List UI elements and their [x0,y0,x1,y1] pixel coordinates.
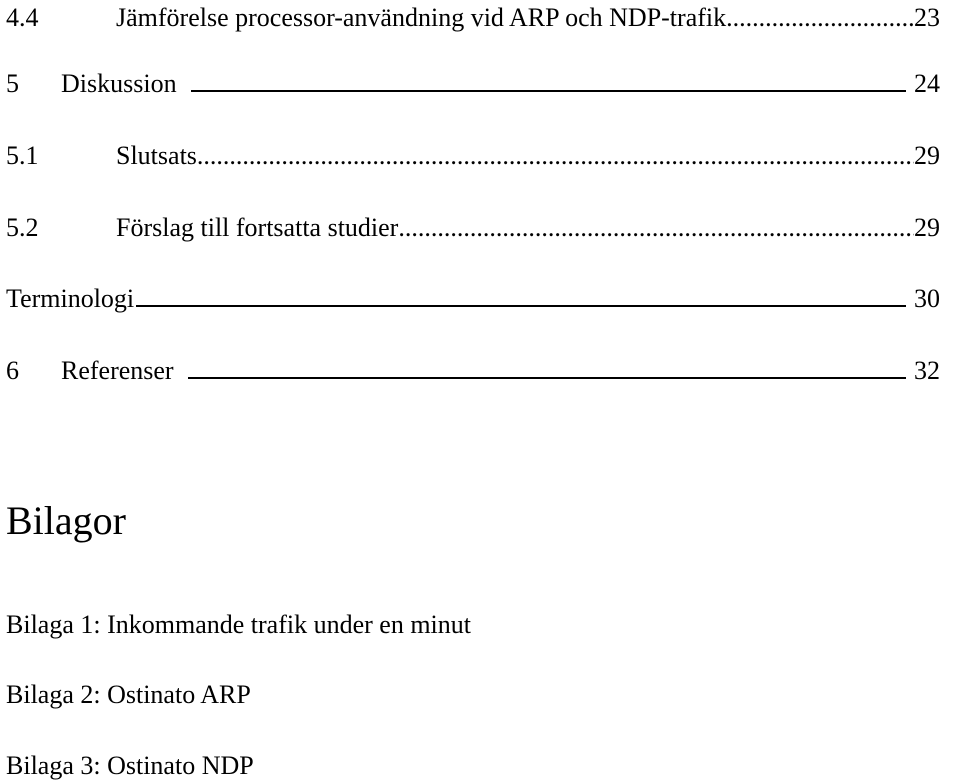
toc-page-number: 32 [914,356,940,385]
appendix-item-2[interactable]: Bilaga 2: Ostinato ARP [6,680,251,709]
toc-title: Diskussion [61,69,177,98]
toc-number: 5 [6,69,19,98]
toc-number: 5.1 [6,141,39,170]
toc-number: 5.2 [6,213,39,242]
toc-entry-6[interactable] [6,353,940,389]
toc-number: 6 [6,356,19,385]
toc-leader-dots [726,0,914,36]
toc-title: Slutsats [116,141,197,170]
toc-page-number: 23 [914,3,940,32]
toc-title: Referenser [61,356,174,385]
toc-entry-terminologi[interactable] [6,281,940,317]
toc-page-number: 30 [914,284,940,313]
toc-title: Jämförelse processor-användning vid ARP och NDP-trafik [116,3,727,32]
toc-leader-dots [197,138,914,174]
toc-page-number: 29 [914,213,940,242]
toc-entry-5-2[interactable] [6,210,940,246]
toc-leader-dots [398,210,914,246]
toc-page-number: 29 [914,141,940,170]
toc-title: Förslag till fortsatta studier [116,213,399,242]
appendix-item-3[interactable]: Bilaga 3: Ostinato NDP [6,751,254,780]
toc-page-number: 24 [914,69,940,98]
toc-title: Terminologi [6,284,135,313]
toc-number: 4.4 [6,3,39,32]
toc-leader-line [191,90,906,92]
toc-entry-4-4[interactable] [6,0,940,36]
toc-entry-5[interactable] [6,66,940,102]
toc-leader-line [136,305,906,307]
appendices-heading: Bilagor [6,498,126,543]
appendix-item-1[interactable]: Bilaga 1: Inkommande trafik under en minut [6,610,471,639]
toc-leader-line [188,377,906,379]
toc-entry-5-1[interactable] [6,138,940,174]
